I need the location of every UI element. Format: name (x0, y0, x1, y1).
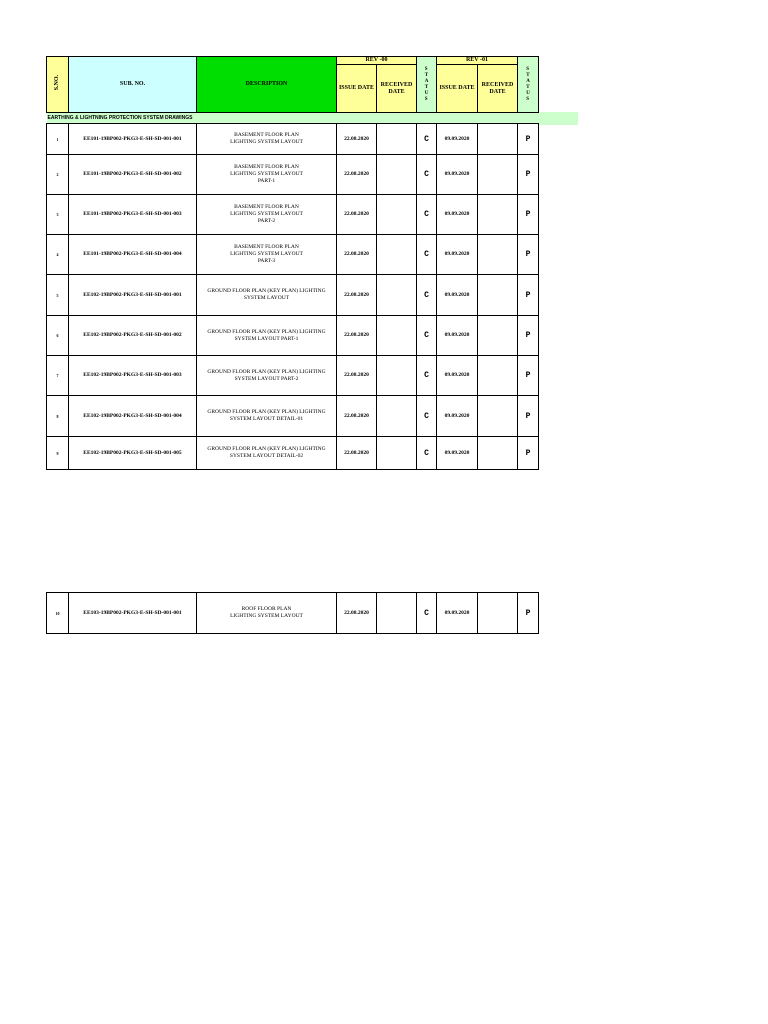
row-received-date (377, 593, 417, 634)
row-status: C (417, 437, 437, 470)
row-sno: 3 (47, 195, 69, 235)
status-header-rev1 (518, 57, 539, 113)
row-issue-date: 22.08.2020 (337, 593, 377, 634)
status-letter: T (526, 72, 530, 78)
row-sno: 7 (47, 356, 69, 396)
received-date-header: RECEIVED DATE (377, 65, 417, 113)
row-status-rev1: P (518, 124, 539, 155)
row-issue-date-rev1: 09.09.2020 (437, 396, 478, 437)
status-letter: S (526, 66, 529, 72)
rev1-header: REV -01 (437, 57, 518, 65)
status-vertical-label (526, 67, 530, 103)
row-received-date (377, 396, 417, 437)
row-status-rev1: P (518, 275, 539, 316)
row-status-rev1: P (518, 195, 539, 235)
row-sno: 1 (47, 124, 69, 155)
table-row (47, 593, 539, 634)
table-row (47, 124, 539, 155)
row-received-date-rev1 (478, 396, 518, 437)
table-row (47, 235, 539, 275)
row-status-rev1: P (518, 437, 539, 470)
received-date-header-rev1: RECEIVED DATE (478, 65, 518, 113)
row-issue-date-rev1: 09.09.2020 (437, 356, 478, 396)
row-received-date-rev1 (478, 356, 518, 396)
row-description: BASEMENT FLOOR PLAN LIGHTING SYSTEM LAYOUT PART-3 (197, 235, 337, 275)
row-issue-date-rev1: 09.09.2020 (437, 235, 478, 275)
table-row (47, 396, 539, 437)
description-header: DESCRIPTION (197, 57, 337, 113)
row-sub-no: EE101-19BP002-PKG3-E-SH-SD-001-001 (69, 124, 197, 155)
row-description: BASEMENT FLOOR PLAN LIGHTING SYSTEM LAYOUT PART-2 (197, 195, 337, 235)
sno-header (47, 57, 69, 113)
row-status: C (417, 275, 437, 316)
row-received-date (377, 316, 417, 356)
row-sub-no: EE101-19BP002-PKG3-E-SH-SD-001-002 (69, 155, 197, 195)
row-issue-date-rev1: 09.09.2020 (437, 316, 478, 356)
row-received-date-rev1 (478, 316, 518, 356)
row-sub-no: EE102-19BP002-PKG3-E-SH-SD-001-001 (69, 275, 197, 316)
table-row (47, 275, 539, 316)
status-header-rev0 (417, 57, 437, 113)
row-received-date (377, 356, 417, 396)
status-letter: A (526, 78, 530, 84)
table-row (47, 356, 539, 396)
row-status-rev1: P (518, 356, 539, 396)
row-issue-date: 22.08.2020 (337, 195, 377, 235)
row-status-rev1: P (518, 155, 539, 195)
row-description: ROOF FLOOR PLAN LIGHTING SYSTEM LAYOUT (197, 593, 337, 634)
row-sno: 5 (47, 275, 69, 316)
row-issue-date-rev1: 09.09.2020 (437, 275, 478, 316)
row-received-date-rev1 (478, 437, 518, 470)
row-status: C (417, 396, 437, 437)
row-issue-date: 22.08.2020 (337, 275, 377, 316)
row-received-date-rev1 (478, 195, 518, 235)
sno-header-label: S.NO. (54, 75, 60, 91)
row-received-date-rev1 (478, 593, 518, 634)
row-issue-date-rev1: 09.09.2020 (437, 437, 478, 470)
row-received-date (377, 155, 417, 195)
table-row (47, 437, 539, 470)
row-received-date-rev1 (478, 275, 518, 316)
drawing-register-table (46, 56, 539, 470)
row-status: C (417, 155, 437, 195)
sub-no-header: SUB. NO. (69, 57, 197, 113)
status-letter: T (526, 84, 530, 90)
row-sno: 8 (47, 396, 69, 437)
row-status: C (417, 235, 437, 275)
status-letter: U (424, 90, 429, 96)
row-issue-date-rev1: 09.09.2020 (437, 593, 478, 634)
status-letter: S (424, 66, 428, 72)
status-letter: T (424, 72, 429, 78)
row-status: C (417, 316, 437, 356)
row-received-date-rev1 (478, 124, 518, 155)
row-issue-date: 22.08.2020 (337, 356, 377, 396)
status-letter: U (526, 90, 530, 96)
row-sno: 6 (47, 316, 69, 356)
section-row-extension (538, 112, 578, 125)
row-received-date (377, 235, 417, 275)
row-received-date (377, 437, 417, 470)
status-letter: S (424, 96, 428, 102)
row-received-date (377, 124, 417, 155)
row-status-rev1: P (518, 235, 539, 275)
row-issue-date-rev1: 09.09.2020 (437, 124, 478, 155)
row-description: GROUND FLOOR PLAN (KEY PLAN) LIGHTING SYSTEM LAYOUT PART-2 (197, 356, 337, 396)
table-row (47, 195, 539, 235)
row-status: C (417, 195, 437, 235)
row-received-date-rev1 (478, 235, 518, 275)
issue-date-header-rev1: ISSUE DATE (437, 65, 478, 113)
row-sub-no: EE102-19BP002-PKG3-E-SH-SD-001-003 (69, 356, 197, 396)
row-issue-date: 22.08.2020 (337, 235, 377, 275)
row-sub-no: EE102-19BP002-PKG3-E-SH-SD-001-002 (69, 316, 197, 356)
row-issue-date: 22.08.2020 (337, 437, 377, 470)
row-description: GROUND FLOOR PLAN (KEY PLAN) LIGHTING SYSTEM LAYOUT PART-1 (197, 316, 337, 356)
section-title: EARTHING & LIGHTNING PROTECTION SYSTEM DRAWINGS (47, 113, 539, 124)
row-received-date (377, 195, 417, 235)
row-issue-date: 22.08.2020 (337, 316, 377, 356)
row-sub-no: EE102-19BP002-PKG3-E-SH-SD-001-004 (69, 396, 197, 437)
row-description: GROUND FLOOR PLAN (KEY PLAN) LIGHTING SYSTEM LAYOUT DETAIL-02 (197, 437, 337, 470)
row-issue-date-rev1: 09.09.2020 (437, 195, 478, 235)
row-sno: 10 (47, 593, 69, 634)
row-issue-date: 22.08.2020 (337, 124, 377, 155)
table-row (47, 155, 539, 195)
rev0-header: REV -00 (337, 57, 417, 65)
row-status-rev1: P (518, 396, 539, 437)
row-sno: 2 (47, 155, 69, 195)
row-description: GROUND FLOOR PLAN (KEY PLAN) LIGHTING SYSTEM LAYOUT (197, 275, 337, 316)
status-letter: A (424, 78, 429, 84)
row-sno: 4 (47, 235, 69, 275)
row-sub-no: EE102-19BP002-PKG3-E-SH-SD-001-005 (69, 437, 197, 470)
issue-date-header: ISSUE DATE (337, 65, 377, 113)
row-received-date-rev1 (478, 155, 518, 195)
row-issue-date: 22.08.2020 (337, 396, 377, 437)
table-body (47, 124, 539, 470)
row-status: C (417, 356, 437, 396)
row-status: C (417, 593, 437, 634)
row-status-rev1: P (518, 316, 539, 356)
section-row (47, 113, 539, 124)
row-issue-date: 22.08.2020 (337, 155, 377, 195)
status-letter: S (526, 96, 529, 102)
status-letter: T (424, 84, 429, 90)
row-description: BASEMENT FLOOR PLAN LIGHTING SYSTEM LAYOUT PART-1 (197, 155, 337, 195)
row-sno: 9 (47, 437, 69, 470)
row-description: GROUND FLOOR PLAN (KEY PLAN) LIGHTING SYSTEM LAYOUT DETAIL-01 (197, 396, 337, 437)
row-description: BASEMENT FLOOR PLAN LIGHTING SYSTEM LAYOUT (197, 124, 337, 155)
row-sub-no: EE101-19BP002-PKG3-E-SH-SD-001-003 (69, 195, 197, 235)
status-vertical-label (425, 67, 429, 103)
row-sub-no: EE101-19BP002-PKG3-E-SH-SD-001-004 (69, 235, 197, 275)
table-row (47, 316, 539, 356)
row-status-rev1: P (518, 593, 539, 634)
row-issue-date-rev1: 09.09.2020 (437, 155, 478, 195)
row-sub-no: EE103-19BP002-PKG3-E-SH-SD-001-001 (69, 593, 197, 634)
row-status: C (417, 124, 437, 155)
drawing-register-table-continued (46, 592, 539, 634)
row-received-date (377, 275, 417, 316)
